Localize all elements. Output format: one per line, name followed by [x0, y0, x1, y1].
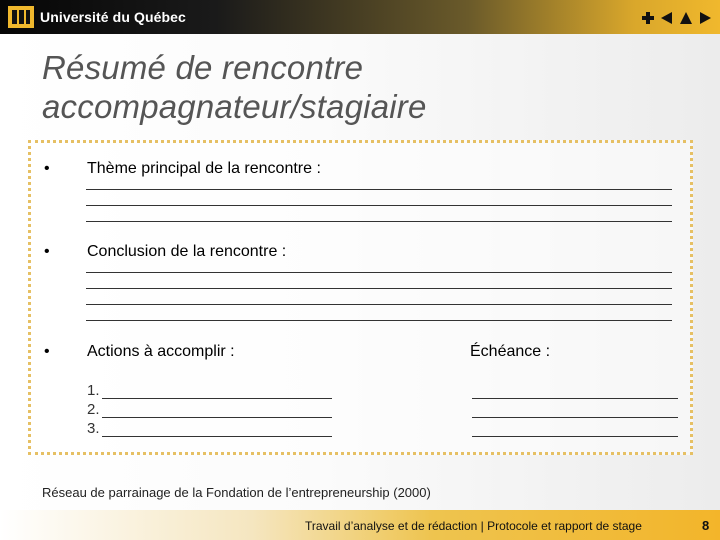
slide-title: [42, 48, 682, 126]
triangle-right-icon[interactable]: [698, 10, 712, 26]
footer-bar: [0, 510, 720, 540]
conclusion-label: Conclusion de la rencontre :: [87, 243, 287, 260]
conclusion-line-1[interactable]: [86, 272, 672, 273]
header-bar: [0, 0, 720, 34]
due-date-label: Échéance :: [470, 343, 551, 360]
main-theme-line-2[interactable]: [86, 205, 672, 206]
conclusion-line-2[interactable]: [86, 288, 672, 289]
due-date-line-3[interactable]: [472, 436, 678, 437]
action-number: 1.: [87, 382, 100, 399]
university-logo-icon: [8, 6, 34, 28]
action-row-3: [87, 420, 332, 437]
action-row-1: [87, 382, 332, 399]
action-number: 2.: [87, 401, 100, 418]
action-number: 3.: [87, 420, 100, 437]
conclusion-line-4[interactable]: [86, 320, 672, 321]
bullet: •: [44, 160, 50, 177]
main-theme-line-3[interactable]: [86, 221, 672, 222]
action-blank-2[interactable]: [102, 404, 332, 418]
course-title: Travail d’analyse et de rédaction | Protocole et rapport de stage: [305, 519, 642, 533]
due-date-line-1[interactable]: [472, 398, 678, 399]
due-date-line-2[interactable]: [472, 417, 678, 418]
page-number: 8: [702, 518, 710, 533]
actions-label: Actions à accomplir :: [87, 343, 235, 360]
bullet: •: [44, 243, 50, 260]
action-blank-3[interactable]: [102, 423, 332, 437]
action-row-2: [87, 401, 332, 418]
slide-title-line-1: Résumé de rencontre: [42, 49, 364, 86]
action-blank-1[interactable]: [102, 385, 332, 399]
main-theme-label: Thème principal de la rencontre :: [87, 160, 321, 177]
triangle-left-icon[interactable]: [660, 10, 674, 26]
main-theme-line-1[interactable]: [86, 189, 672, 190]
university-name: Université du Québec: [40, 9, 186, 25]
bullet: •: [44, 343, 50, 360]
source-note: Réseau de parrainage de la Fondation de l’entrepreneurship (2000): [42, 485, 431, 500]
conclusion-line-3[interactable]: [86, 304, 672, 305]
triangle-up-icon[interactable]: [679, 10, 693, 26]
plus-icon[interactable]: [641, 10, 655, 26]
slide-title-line-2: accompagnateur/stagiaire: [42, 88, 427, 125]
slide-navigation: [641, 9, 712, 27]
